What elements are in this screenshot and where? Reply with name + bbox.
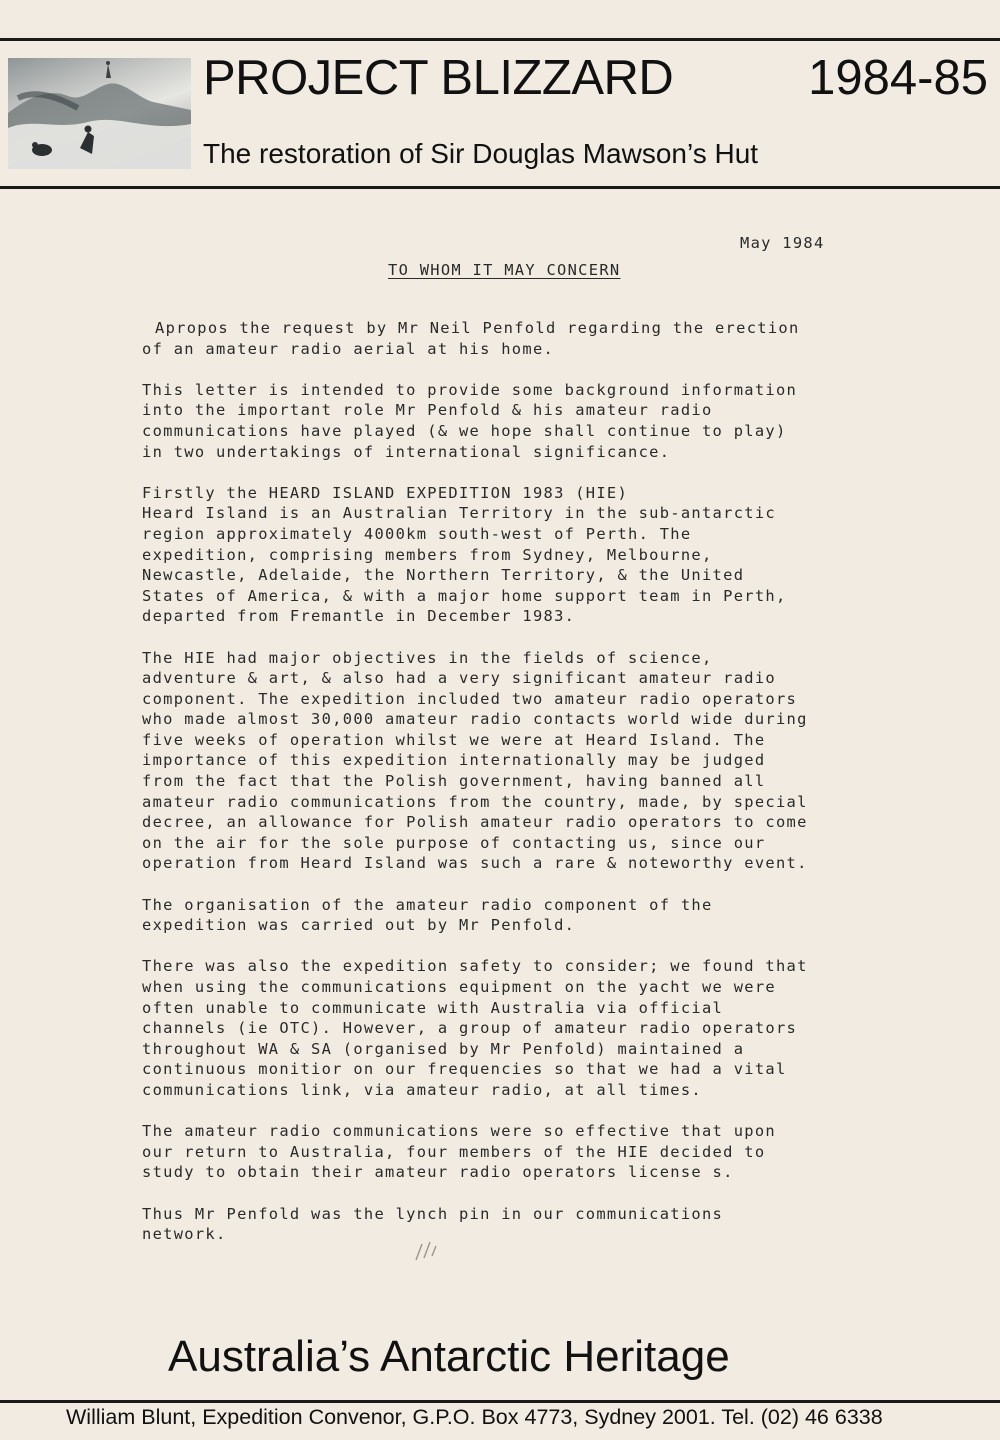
body-line: five weeks of operation whilst we were at Heard Island. The <box>142 730 766 749</box>
body-line: Firstly the HEARD ISLAND EXPEDITION 1983 (HIE) <box>142 483 629 502</box>
body-line: who made almost 30,000 amateur radio contacts world wide during <box>142 710 808 729</box>
body-line: Thus Mr Penfold was the lynch pin in our communications <box>142 1204 724 1223</box>
body-line: when using the communications equipment on the yacht we were <box>142 978 776 996</box>
paragraph-5 <box>142 895 962 936</box>
paragraph-4 <box>142 648 962 875</box>
masthead-years: 1984-85 <box>808 51 988 105</box>
body-line: There was also the expedition safety to consider; we found that <box>142 957 808 976</box>
top-rule <box>0 38 1000 41</box>
body-line: often unable to communicate with Australia via official <box>142 998 724 1017</box>
body-line: The organisation of the amateur radio component of the <box>142 895 713 914</box>
footer-slogan: Australia’s Antarctic Heritage <box>168 1332 730 1381</box>
body-line: throughout WA & SA (organised by Mr Penfold) maintained a <box>142 1039 745 1058</box>
body-line: States of America, & with a major home support team in Perth, <box>142 586 787 605</box>
body-line: adventure & art, & also had a very significant amateur radio <box>142 669 776 688</box>
body-line: decree, an allowance for Polish amateur radio operators to come <box>142 813 808 832</box>
letter-date: May 1984 <box>740 234 825 252</box>
masthead-subtitle: The restoration of Sir Douglas Mawson’s Hut <box>203 138 759 169</box>
paragraph-7 <box>142 1121 962 1183</box>
expedition-photo <box>8 58 191 169</box>
body-line: Apropos the request by Mr Neil Penfold regarding the erection <box>155 319 800 337</box>
body-line: Heard Island is an Australian Territory in the sub-antarctic <box>142 504 776 523</box>
body-line: into the important role Mr Penfold & his amateur radio <box>142 401 713 420</box>
body-line: on the air for the sole purpose of contacting us, since our <box>142 833 766 852</box>
body-line: departed from Fremantle in December 1983. <box>142 607 576 626</box>
body-line: of an amateur radio aerial at his home. <box>142 339 555 358</box>
body-line: region approximately 4000km south-west of Perth. The <box>142 524 692 543</box>
masthead-title: PROJECT BLIZZARD <box>203 51 674 105</box>
body-line: expedition was carried out by Mr Penfold. <box>142 916 576 935</box>
body-line: The amateur radio communications were so effective that upon <box>142 1122 776 1141</box>
body-line: from the fact that the Polish government, having banned all <box>142 772 766 791</box>
body-line: continuous monitior on our frequencies so that we had a vital <box>142 1060 787 1079</box>
body-line: communications link, via amateur radio, at all times. <box>142 1080 702 1099</box>
body-line: operation from Heard Island was such a rare & noteworthy event. <box>142 854 808 873</box>
header-rule <box>0 186 1000 189</box>
body-line: Newcastle, Adelaide, the Northern Territory, & the United <box>142 566 745 585</box>
body-line: component. The expedition included two amateur radio operators <box>142 689 798 708</box>
body-line: importance of this expedition internationally may be judged <box>142 751 766 770</box>
footer-address: William Blunt, Expedition Convenor, G.P.O. Box 4773, Sydney 2001. Tel. (02) 46 6338 <box>66 1405 883 1429</box>
body-line: expedition, comprising members from Sydney, Melbourne, <box>142 545 713 564</box>
body-line: This letter is intended to provide some background information <box>142 380 798 399</box>
body-line: our return to Australia, four members of the HIE decided to <box>142 1142 766 1161</box>
letter-salutation: TO WHOM IT MAY CONCERN <box>388 261 621 279</box>
letter-body <box>142 318 962 1265</box>
body-line: amateur radio communications from the country, made, by special <box>142 792 808 811</box>
footer-rule <box>0 1400 1000 1403</box>
body-line: in two undertakings of international significance. <box>142 442 671 461</box>
paragraph-3 <box>142 483 962 627</box>
body-line: study to obtain their amateur radio operators license s. <box>142 1163 734 1182</box>
body-line: network. <box>142 1225 227 1244</box>
paragraph-6 <box>142 956 962 1100</box>
body-line: The HIE had major objectives in the fields of science, <box>142 648 713 667</box>
pen-mark <box>410 1236 450 1266</box>
paragraph-8 <box>142 1204 962 1245</box>
body-line: communications have played (& we hope shall continue to play) <box>142 421 787 440</box>
paragraph-2 <box>142 380 962 462</box>
paragraph-1 <box>142 318 962 359</box>
body-line: channels (ie OTC). However, a group of amateur radio operators <box>142 1019 798 1038</box>
